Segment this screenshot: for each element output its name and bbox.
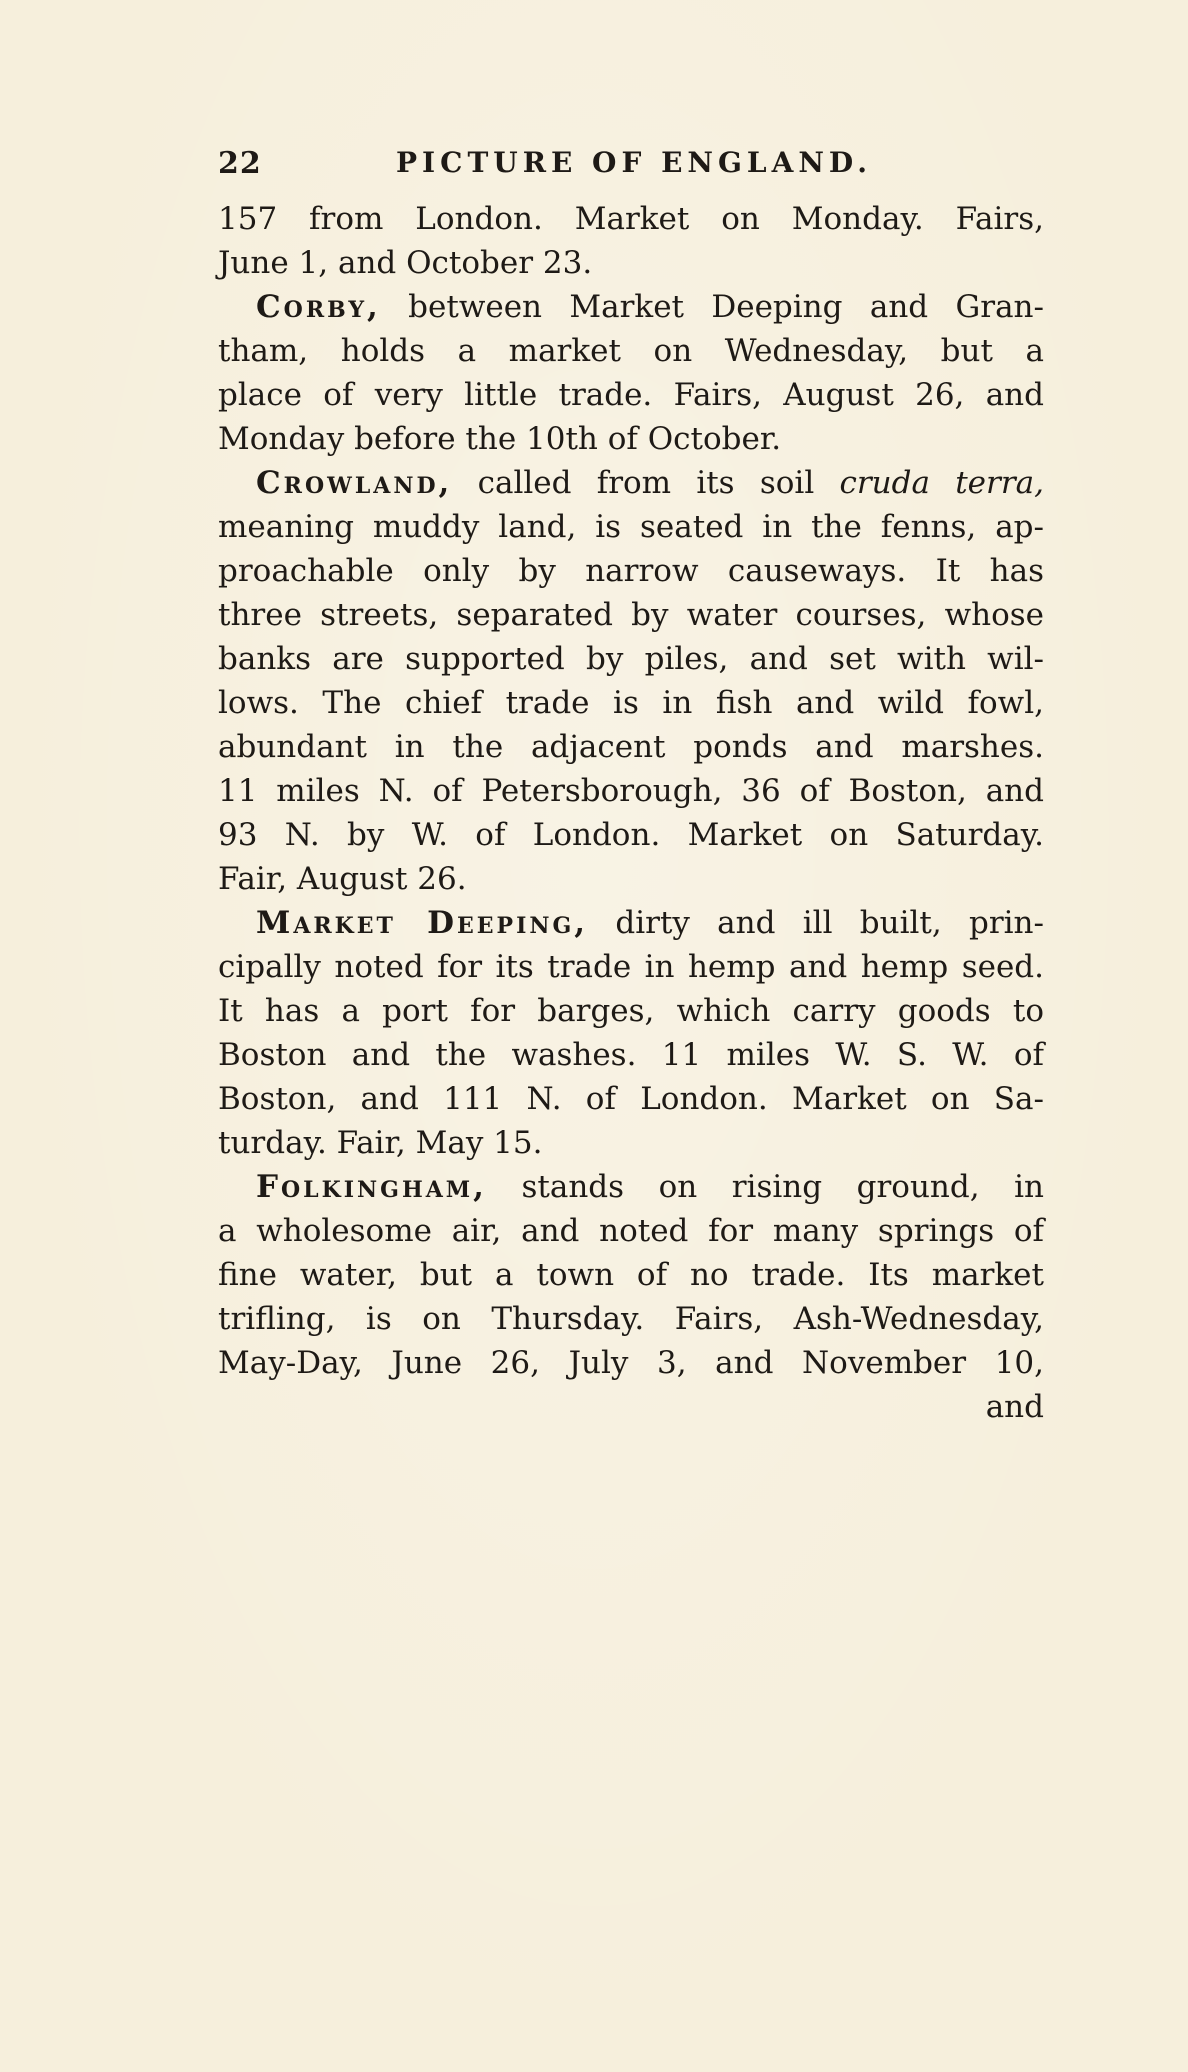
text-line: It has a port for barges, which carry goods to (218, 993, 1044, 1029)
text-line: Fair, August 26. (218, 861, 467, 897)
text-line: fine water, but a town of no trade. Its market (218, 1257, 1044, 1293)
text-line: Boston and the washes. 11 miles W. S. W. of (218, 1037, 1044, 1073)
text-line: tham, holds a market on Wednesday, but a (218, 333, 1044, 369)
place-name: Folkingham, (256, 1169, 487, 1205)
text-line: trifling, is on Thursday. Fairs, Ash-Wednesday, (218, 1301, 1044, 1337)
body-text (218, 198, 1044, 1938)
text-line: cipally noted for its trade in hemp and hemp seed. (218, 949, 1044, 985)
text-line: meaning muddy land, is seated in the fenns, ap- (218, 509, 1044, 545)
place-name: Market Deeping, (256, 905, 589, 941)
latin-phrase: cruda terra, (839, 465, 1044, 501)
entry-market-deeping: Market Deeping, dirty and ill built, prin- (256, 905, 1044, 941)
entry-corby: Corby, between Market Deeping and Gran- (256, 289, 1044, 325)
text-line: banks are supported by piles, and set with wil- (218, 641, 1044, 677)
page-number: 22 (218, 146, 262, 181)
text-line: turday. Fair, May 15. (218, 1125, 543, 1161)
text-line: abundant in the adjacent ponds and marshes. (218, 729, 1044, 765)
text-line: May-Day, June 26, July 3, and November 10, (218, 1345, 1044, 1381)
catchword: and (985, 1389, 1044, 1425)
page-header (218, 146, 978, 186)
text-line: Monday before the 10th of October. (218, 421, 782, 457)
entry-folkingham: Folkingham, stands on rising ground, in (256, 1169, 1044, 1205)
text-line: 157 from London. Market on Monday. Fairs, (218, 201, 1044, 237)
text-line: Boston, and 111 N. of London. Market on Sa- (218, 1081, 1044, 1117)
place-name: Corby, (256, 289, 381, 325)
running-head: PICTURE OF ENGLAND. (396, 146, 872, 179)
text-line: place of very little trade. Fairs, August 26, and (218, 377, 1044, 413)
text-line: proachable only by narrow causeways. It has (218, 553, 1044, 589)
text-line: June 1, and October 23. (218, 245, 593, 281)
place-name: Crowland, (256, 465, 453, 501)
text-line: a wholesome air, and noted for many springs of (218, 1213, 1044, 1249)
text-line: three streets, separated by water courses, whose (218, 597, 1044, 633)
entry-crowland: Crowland, called from its soil cruda terra, (256, 465, 1044, 501)
text-line: lows. The chief trade is in fish and wild fowl, (218, 685, 1044, 721)
text-line: 93 N. by W. of London. Market on Saturday. (218, 817, 1044, 853)
text-line: 11 miles N. of Petersborough, 36 of Boston, and (218, 773, 1044, 809)
